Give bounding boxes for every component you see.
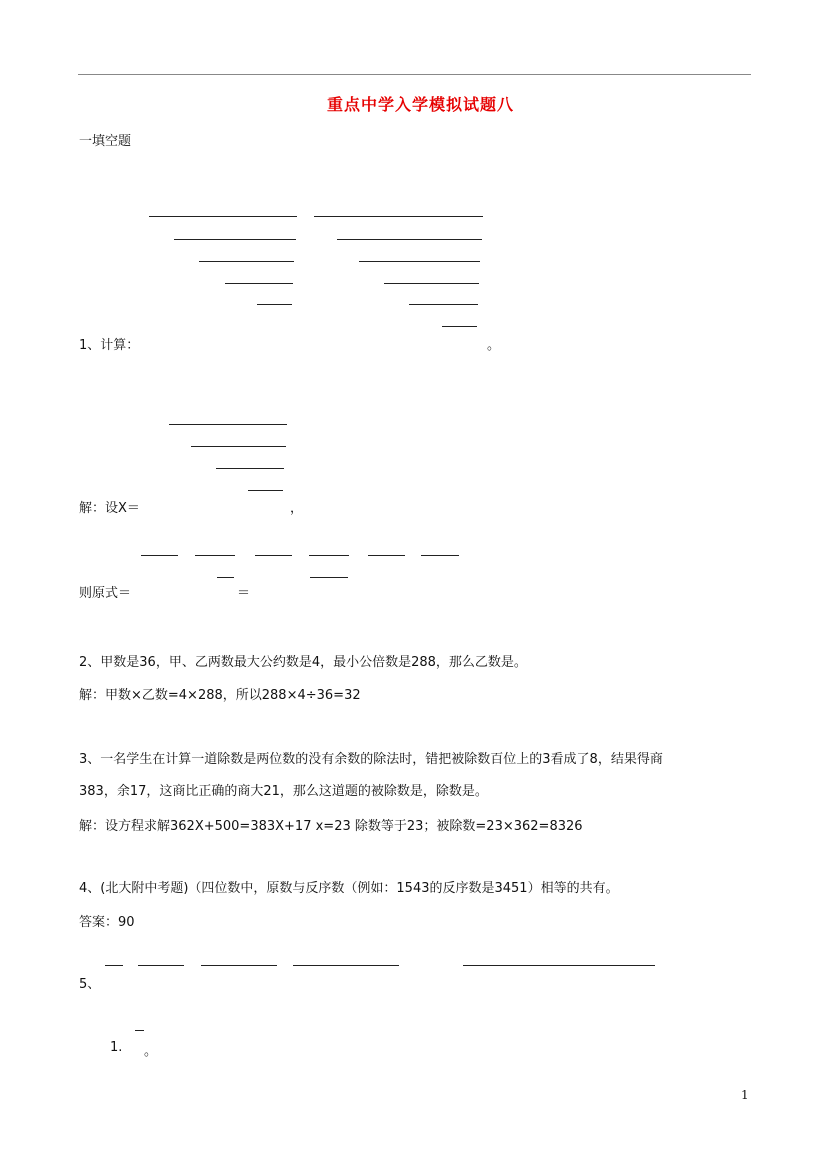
fraction-bar: [257, 304, 292, 305]
fraction-bar: [174, 239, 296, 240]
problem-1-result: 则原式＝: [79, 586, 132, 601]
fraction-bar: [201, 965, 277, 966]
problem-1-equals: ＝: [237, 586, 251, 601]
header-rule: [78, 74, 751, 75]
fraction-bar: [225, 283, 293, 284]
problem-3-question-line1: 3、一名学生在计算一道除数是两位数的没有余数的除法时，错把被除数百位上的3看成了8，结果得商: [79, 752, 663, 767]
page-title: 重点中学入学模拟试题八: [327, 95, 515, 114]
section-heading: 一填空题: [79, 134, 132, 149]
fraction-bar: [337, 239, 482, 240]
fraction-bar: [359, 261, 480, 262]
page-number: 1: [741, 1088, 749, 1102]
fraction-bar: [293, 965, 399, 966]
fraction-bar: [421, 555, 459, 556]
fraction-bar: [309, 555, 349, 556]
problem-2-question: 2、甲数是36，甲、乙两数最大公约数是4，最小公倍数是288，那么乙数是。: [79, 655, 527, 670]
problem-4-question: 4、(北大附中考题)（四位数中，原数与反序数（例如：1543的反序数是3451）相等的共有。: [79, 881, 619, 896]
fraction-bar: [248, 490, 283, 491]
fraction-bar: [149, 216, 297, 217]
fraction-bar: [255, 555, 292, 556]
fraction-bar: [199, 261, 294, 262]
fraction-bar: [217, 577, 234, 578]
problem-1-label: 1、计算：: [79, 338, 140, 353]
fraction-bar: [135, 1030, 144, 1031]
problem-3-question-line2: 383，余17，这商比正确的商大21，那么这道题的被除数是，除数是。: [79, 784, 488, 799]
fraction-bar: [314, 216, 483, 217]
fraction-bar: [442, 326, 477, 327]
fraction-bar: [138, 965, 184, 966]
problem-2-solution: 解：甲数×乙数=4×288，所以288×4÷36=32: [79, 688, 361, 703]
fraction-bar: [310, 577, 348, 578]
fraction-bar: [384, 283, 479, 284]
problem-3-solution: 解：设方程求解362X+500=383X+17 x=23 除数等于23；被除数=23×362=8326: [79, 819, 583, 834]
problem-1-solution-let: 解：设X＝: [79, 501, 140, 516]
fraction-bar: [141, 555, 178, 556]
problem-5-label: 5、: [79, 977, 101, 992]
fraction-bar: [195, 555, 235, 556]
problem-5-end-mark: 。: [144, 1044, 158, 1059]
fraction-bar: [105, 965, 123, 966]
fraction-bar: [191, 446, 286, 447]
fraction-bar: [216, 468, 284, 469]
fraction-bar: [368, 555, 405, 556]
problem-1-solution-comma: ，: [290, 501, 304, 516]
problem-4-answer: 答案：90: [79, 915, 135, 930]
problem-5-sub-item: 1.: [110, 1040, 123, 1055]
problem-1-end-mark: 。: [487, 338, 501, 353]
fraction-bar: [169, 424, 287, 425]
fraction-bar: [409, 304, 478, 305]
fraction-bar: [463, 965, 655, 966]
